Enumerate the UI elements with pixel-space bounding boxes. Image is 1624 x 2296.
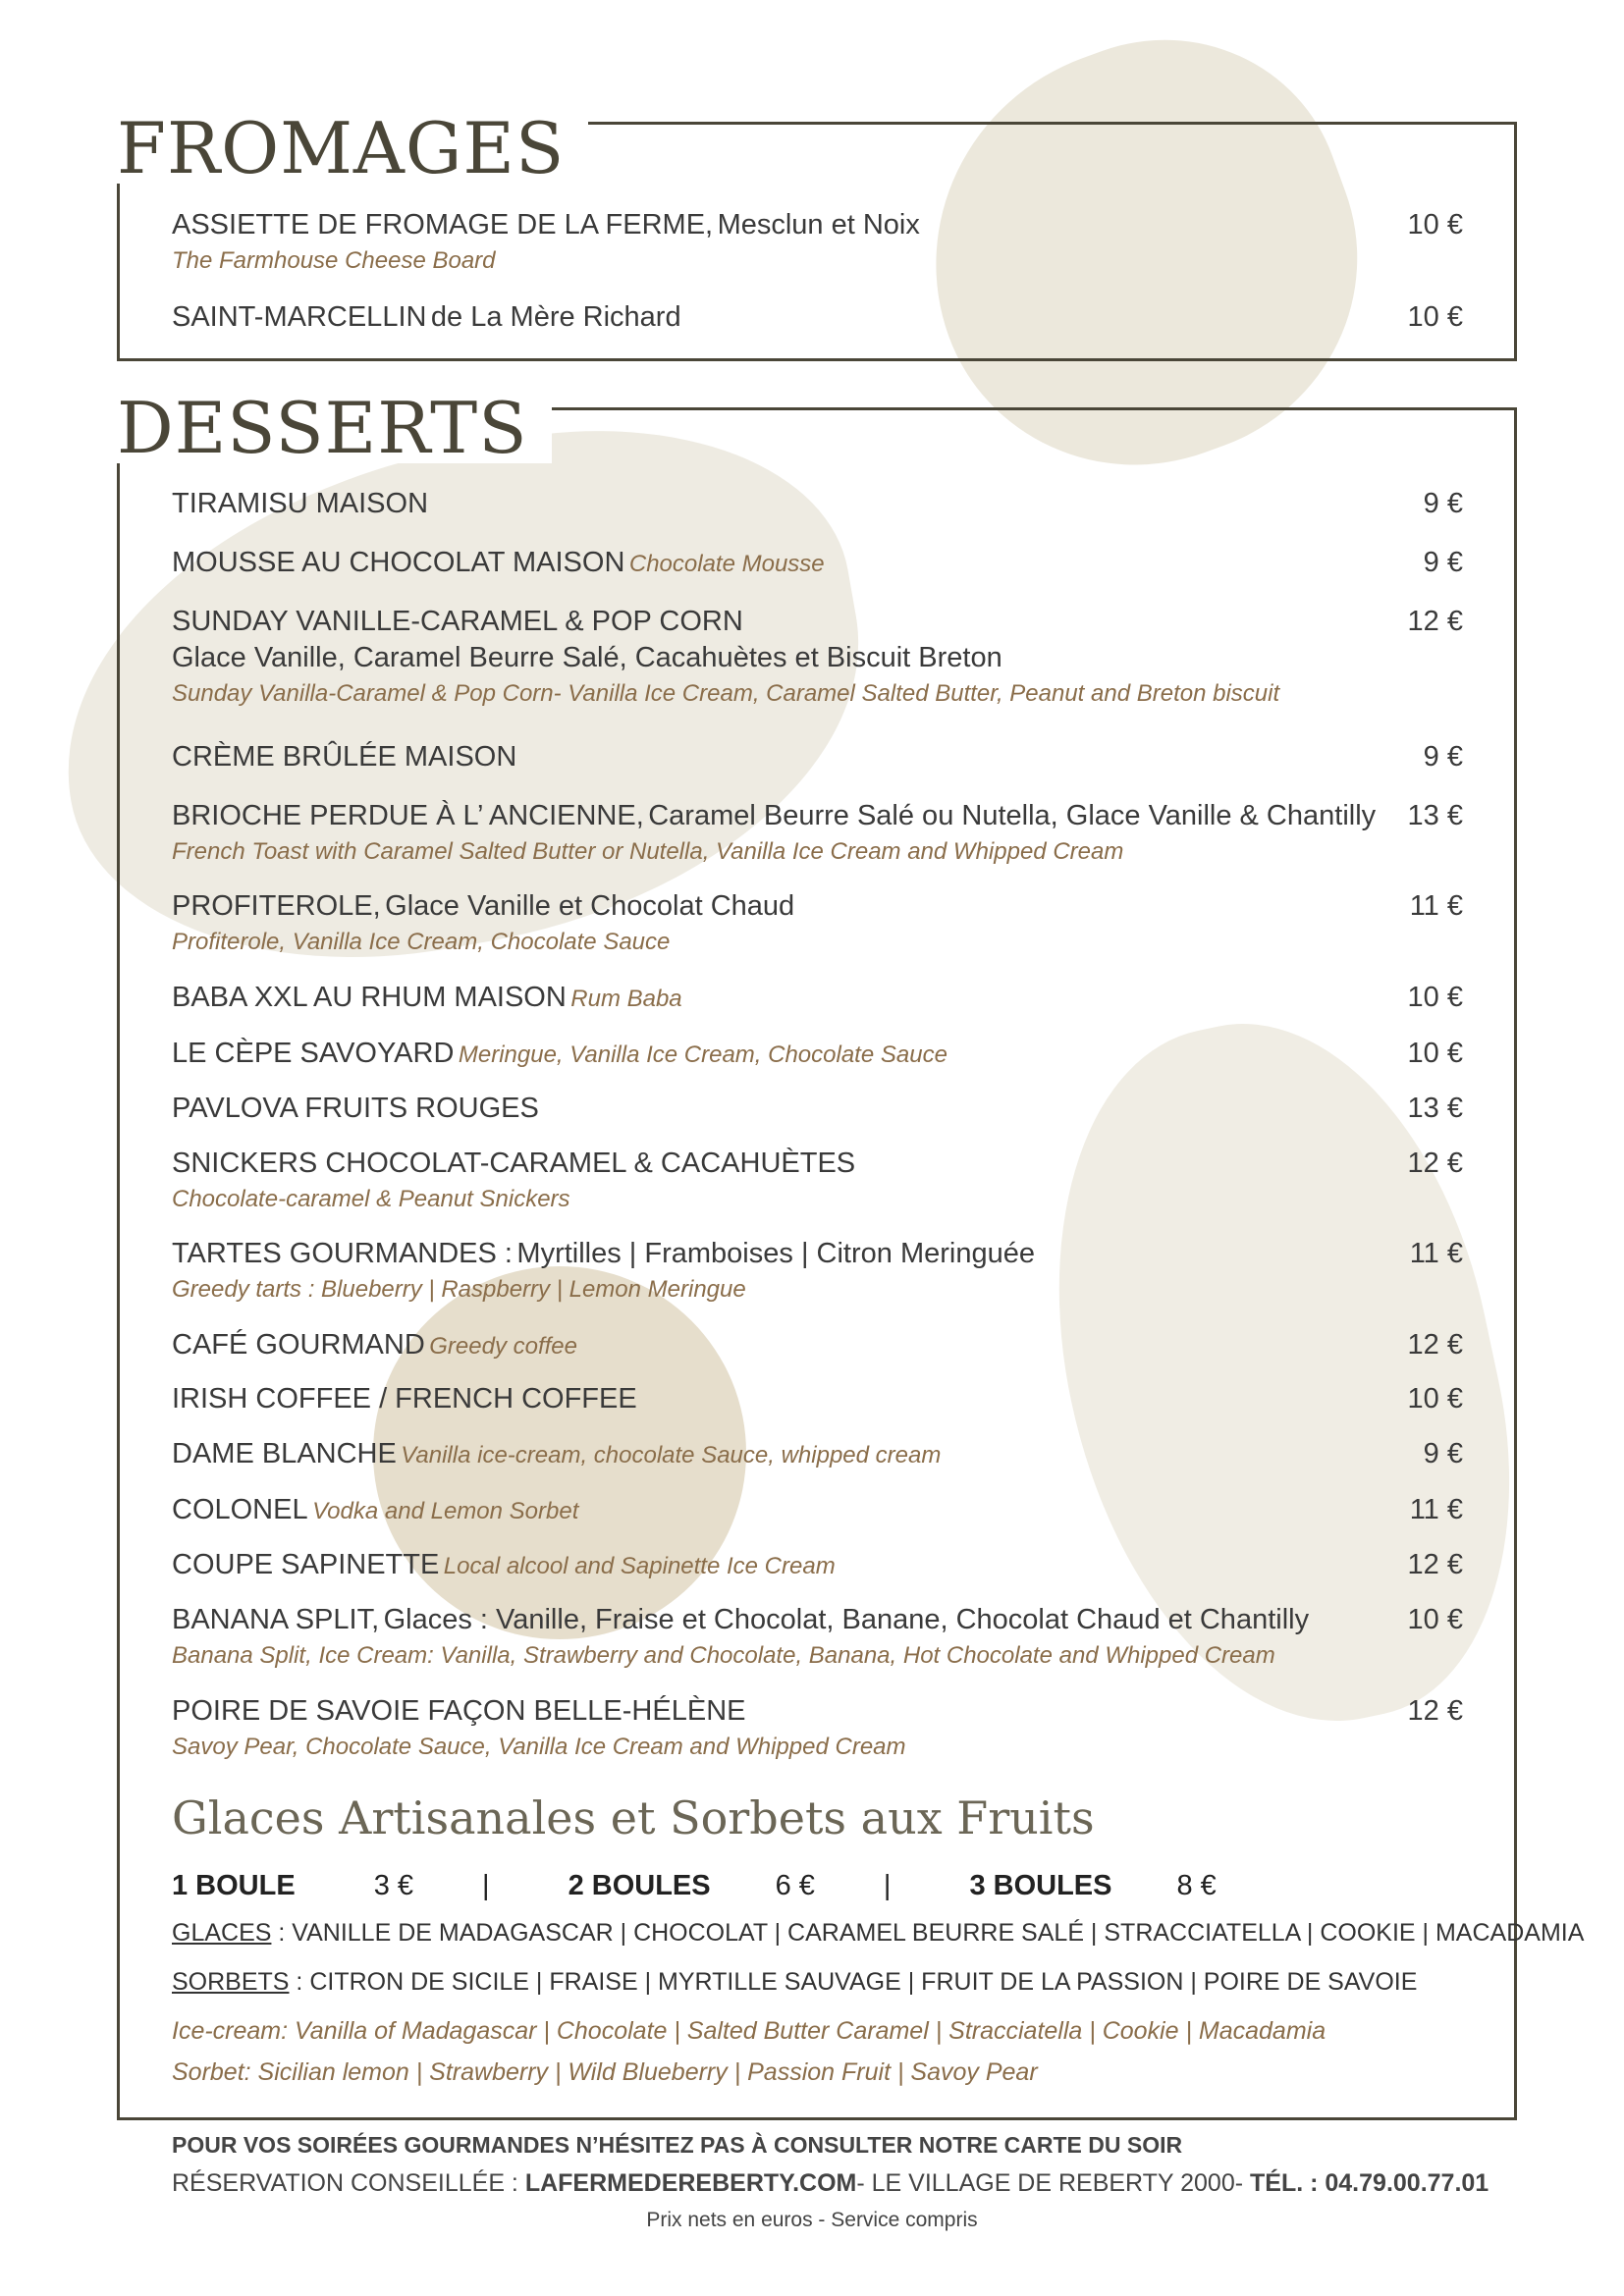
item-name: TARTES GOURMANDES :: [172, 1238, 513, 1269]
item-english: Vodka and Lemon Sorbet: [312, 1498, 579, 1524]
item-price: 12 €: [1407, 1549, 1463, 1580]
menu-item: [172, 741, 1463, 774]
phone-number: TÉL. : 04.79.00.77.01: [1250, 2169, 1489, 2197]
item-price: 10 €: [1407, 1604, 1463, 1635]
scoop-price: 3 €: [373, 1870, 414, 1901]
glaces-list: : VANILLE DE MADAGASCAR | CHOCOLAT | CARAMEL BEURRE SALÉ | STRACCIATELLA | COOKIE | MACADAMIA: [271, 1919, 1585, 1947]
item-name: PAVLOVA FRUITS ROUGES: [172, 1093, 539, 1124]
sorbets-flavors: [172, 1968, 1417, 1997]
item-name: TIRAMISU MAISON: [172, 488, 429, 519]
item-price: 11 €: [1409, 890, 1463, 922]
sorbets-label: SORBETS: [172, 1968, 290, 1996]
item-name: BABA XXL AU RHUM MAISON: [172, 982, 567, 1013]
item-english: Rum Baba: [570, 986, 682, 1012]
menu-item: [172, 1329, 1463, 1362]
item-desc: Caramel Beurre Salé ou Nutella, Glace Vanille & Chantilly: [648, 800, 1377, 831]
item-price: 10 €: [1407, 1038, 1463, 1069]
item-price: 10 €: [1407, 982, 1463, 1013]
menu-item: [172, 209, 1463, 275]
menu-item: [172, 1038, 1463, 1070]
website-link[interactable]: LAFERMEDEREBERTY.COM: [524, 2169, 857, 2197]
item-name: POIRE DE SAVOIE FAÇON BELLE-HÉLÈNE: [172, 1695, 746, 1727]
item-desc: Myrtilles | Framboises | Citron Meringuée: [516, 1238, 1035, 1269]
item-name: SNICKERS CHOCOLAT-CARAMEL & CACAHUÈTES: [172, 1148, 856, 1179]
item-english: Meringue, Vanilla Ice Cream, Chocolate Sauce: [458, 1041, 947, 1068]
menu-item: [172, 800, 1463, 866]
item-name: COLONEL: [172, 1494, 308, 1525]
item-english: The Farmhouse Cheese Board: [172, 247, 496, 274]
item-desc: Glaces : Vanille, Fraise et Chocolat, Banane, Chocolat Chaud et Chantilly: [383, 1604, 1310, 1635]
scoop-prices: [172, 1870, 1217, 1902]
item-name: IRISH COFFEE / FRENCH COFFEE: [172, 1383, 637, 1415]
item-name: PROFITEROLE,: [172, 890, 381, 922]
item-english: Profiterole, Vanilla Ice Cream, Chocolate Sauce: [172, 929, 671, 955]
menu-item: [172, 547, 1463, 579]
glaces-title: Glaces Artisanales et Sorbets aux Fruits: [172, 1791, 1095, 1844]
item-desc: Glace Vanille et Chocolat Chaud: [385, 890, 795, 922]
item-english: Local alcool and Sapinette Ice Cream: [443, 1553, 836, 1579]
item-price: 11 €: [1409, 1238, 1463, 1269]
item-price: 9 €: [1423, 547, 1463, 578]
sorbets-list: : CITRON DE SICILE | FRAISE | MYRTILLE SAUVAGE | FRUIT DE LA PASSION | POIRE DE SAVOIE: [289, 1968, 1418, 1996]
item-english: French Toast with Caramel Salted Butter or Nutella, Vanilla Ice Cream and Whipped Cream: [172, 838, 1124, 865]
item-name: CRÈME BRÛLÉE MAISON: [172, 741, 517, 773]
item-name: DAME BLANCHE: [172, 1438, 397, 1469]
menu-item: [172, 1238, 1463, 1304]
footer-reservation: [172, 2169, 1489, 2198]
scoop-price: 8 €: [1176, 1870, 1217, 1901]
item-name: ASSIETTE DE FROMAGE DE LA FERME,: [172, 209, 714, 240]
item-english: Sunday Vanilla-Caramel & Pop Corn- Vanilla Ice Cream, Caramel Salted Butter, Peanut and Breton biscuit: [172, 680, 1280, 707]
address: - LE VILLAGE DE REBERTY 2000-: [856, 2169, 1250, 2197]
menu-item: [172, 1093, 1463, 1125]
separator: |: [883, 1870, 892, 1901]
desserts-title: DESSERTS: [115, 393, 552, 463]
scoop-label: 1 BOULE: [172, 1870, 296, 1901]
item-english: Savoy Pear, Chocolate Sauce, Vanilla Ice Cream and Whipped Cream: [172, 1734, 906, 1760]
menu-item: [172, 488, 1463, 520]
fromages-title: FROMAGES: [115, 113, 588, 184]
item-price: 10 €: [1407, 1383, 1463, 1415]
menu-item: [172, 1494, 1463, 1526]
item-price: 13 €: [1407, 1093, 1463, 1124]
item-name: SUNDAY VANILLE-CARAMEL & POP CORN: [172, 606, 743, 637]
sorbet-english: Sorbet: Sicilian lemon | Strawberry | Wild Blueberry | Passion Fruit | Savoy Pear: [172, 2058, 1038, 2086]
menu-item: [172, 982, 1463, 1014]
scoop-price: 6 €: [775, 1870, 815, 1901]
menu-item: [172, 1695, 1463, 1761]
menu-item: [172, 1549, 1463, 1581]
item-price: 9 €: [1423, 741, 1463, 773]
scoop-label: 3 BOULES: [969, 1870, 1112, 1901]
footer-evening-menu: POUR VOS SOIRÉES GOURMANDES N’HÉSITEZ PAS À CONSULTER NOTRE CARTE DU SOIR: [172, 2132, 1183, 2158]
item-price: 12 €: [1407, 606, 1463, 637]
item-price: 10 €: [1407, 301, 1463, 333]
icecream-english: Ice-cream: Vanilla of Madagascar | Chocolate | Salted Butter Caramel | Stracciatella | Cookie | Macadamia: [172, 2017, 1326, 2045]
item-desc: Mesclun et Noix: [717, 209, 920, 240]
glaces-label: GLACES: [172, 1919, 272, 1947]
item-price: 12 €: [1407, 1329, 1463, 1361]
menu-item: [172, 301, 1463, 334]
item-price: 12 €: [1407, 1148, 1463, 1179]
item-english: Vanilla ice-cream, chocolate Sauce, whipped cream: [401, 1442, 942, 1468]
menu-item: [172, 1148, 1463, 1213]
separator: |: [482, 1870, 490, 1901]
item-name: MOUSSE AU CHOCOLAT MAISON: [172, 547, 625, 578]
item-price: 12 €: [1407, 1695, 1463, 1727]
item-price: 11 €: [1409, 1494, 1463, 1525]
item-english: Greedy coffee: [429, 1333, 577, 1360]
item-english: Banana Split, Ice Cream: Vanilla, Strawberry and Chocolate, Banana, Hot Chocolate and Whipped Cream: [172, 1642, 1275, 1669]
item-name: SAINT-MARCELLIN: [172, 301, 427, 333]
item-desc: Glace Vanille, Caramel Beurre Salé, Cacahuètes et Biscuit Breton: [172, 642, 1002, 673]
menu-item: [172, 1438, 1463, 1470]
item-english: Chocolate Mousse: [628, 551, 825, 577]
item-name: CAFÉ GOURMAND: [172, 1329, 425, 1361]
glaces-flavors: [172, 1919, 1584, 1948]
item-name: COUPE SAPINETTE: [172, 1549, 440, 1580]
menu-item: [172, 1383, 1463, 1415]
item-english: Chocolate-caramel & Peanut Snickers: [172, 1186, 570, 1212]
item-name: BRIOCHE PERDUE À L’ ANCIENNE,: [172, 800, 644, 831]
menu-item: [172, 606, 1463, 708]
item-name: LE CÈPE SAVOYARD: [172, 1038, 455, 1069]
reservation-label: RÉSERVATION CONSEILLÉE :: [172, 2169, 525, 2197]
scoop-label: 2 BOULES: [568, 1870, 711, 1901]
prices-note: Prix nets en euros - Service compris: [646, 2209, 978, 2231]
item-desc: de La Mère Richard: [430, 301, 681, 333]
item-price: 9 €: [1423, 1438, 1463, 1469]
menu-item: [172, 890, 1463, 956]
menu-item: [172, 1604, 1463, 1670]
item-price: 10 €: [1407, 209, 1463, 240]
item-price: 9 €: [1423, 488, 1463, 519]
item-name: BANANA SPLIT,: [172, 1604, 380, 1635]
item-price: 13 €: [1407, 800, 1463, 831]
item-english: Greedy tarts : Blueberry | Raspberry | Lemon Meringue: [172, 1276, 746, 1303]
